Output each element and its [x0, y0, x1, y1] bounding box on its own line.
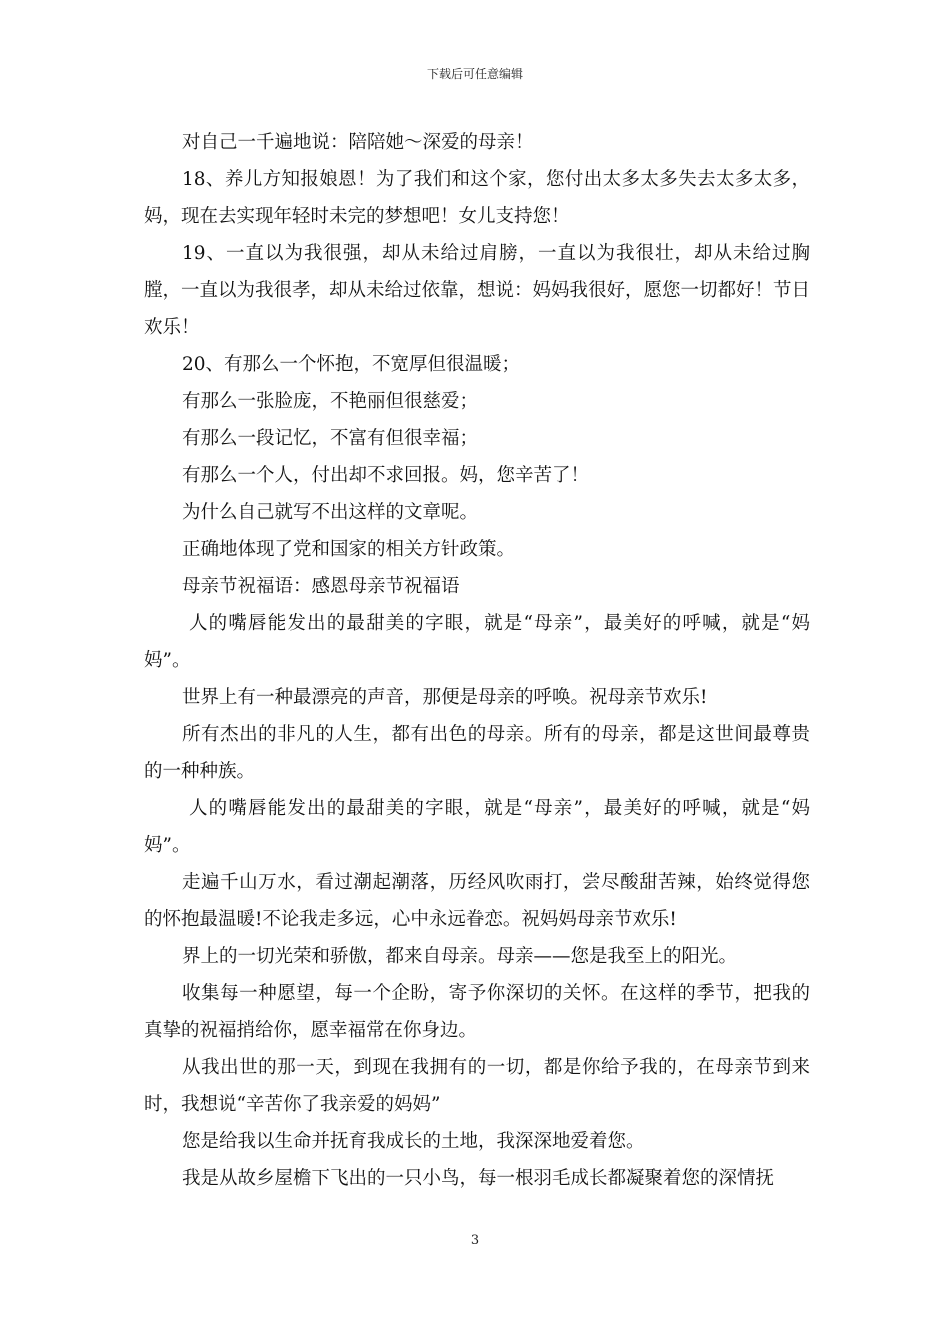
paragraph-3: 20、有那么一个怀抱，不宽厚但很温暖；: [182, 354, 521, 375]
paragraph-13: 人的嘴唇能发出的最甜美的字眼，就是“母亲”，最美好的呼喊，就是“妈妈”。: [144, 798, 810, 856]
paragraph-4: 有那么一张脸庞，不艳丽但很慈爱；: [182, 391, 479, 412]
paragraph-15: 界上的一切光荣和骄傲，都来自母亲。母亲——您是我至上的阳光。: [182, 946, 738, 967]
paragraph-17: 从我出世的那一天，到现在我拥有的一切，都是你给予我的，在母亲节到来时，我想说“辛苦你了我亲爱的妈妈”: [144, 1057, 810, 1115]
paragraph-1: 18、养儿方知报娘恩！为了我们和这个家，您付出太多太多失去太多太多，妈，现在去实现年轻时未完的梦想吧！女儿支持您！: [144, 169, 810, 227]
document-body: [144, 124, 810, 1197]
paragraph-16: 收集每一种愿望，每一个企盼，寄予你深切的关怀。在这样的季节，把我的真挚的祝福捎给你，愿幸福常在你身边。: [144, 983, 810, 1041]
paragraph-5: 有那么一段记忆，不富有但很幸福；: [182, 428, 479, 449]
paragraph-2: 19、一直以为我很强，却从未给过肩膀，一直以为我很壮，却从未给过胸膛，一直以为我很孝，却从未给过依靠，想说：妈妈我很好，愿您一切都好！节日欢乐！: [144, 243, 811, 338]
paragraph-10: 人的嘴唇能发出的最甜美的字眼，就是“母亲”，最美好的呼喊，就是“妈妈”。: [144, 613, 810, 671]
paragraph-8: 正确地体现了党和国家的相关方针政策。: [182, 539, 516, 560]
page-header: 下载后可任意编辑: [426, 67, 523, 81]
paragraph-9: 母亲节祝福语：感恩母亲节祝福语: [182, 576, 460, 597]
paragraph-7: 为什么自己就写不出这样的文章呢。: [182, 502, 479, 523]
paragraph-14: 走遍千山万水，看过潮起潮落，历经风吹雨打，尝尽酸甜苦辣，始终觉得您的怀抱最温暖!不论我走多远，心中永远眷恋。祝妈妈母亲节欢乐!: [144, 872, 810, 930]
paragraph-18: 您是给我以生命并抚育我成长的土地，我深深地爱着您。: [182, 1131, 645, 1152]
paragraph-6: 有那么一个人，付出却不求回报。妈，您辛苦了！: [182, 465, 590, 486]
paragraph-19: 我是从故乡屋檐下飞出的一只小鸟，每一根羽毛成长都凝聚着您的深情抚: [182, 1168, 775, 1189]
paragraph-11: 世界上有一种最漂亮的声音，那便是母亲的呼唤。祝母亲节欢乐!: [182, 687, 708, 708]
page-number: 3: [470, 1233, 480, 1248]
paragraph-0: 对自己一千遍地说：陪陪她～深爱的母亲！: [182, 132, 534, 153]
paragraph-12: 所有杰出的非凡的人生，都有出色的母亲。所有的母亲，都是这世间最尊贵的一种种族。: [144, 724, 810, 782]
